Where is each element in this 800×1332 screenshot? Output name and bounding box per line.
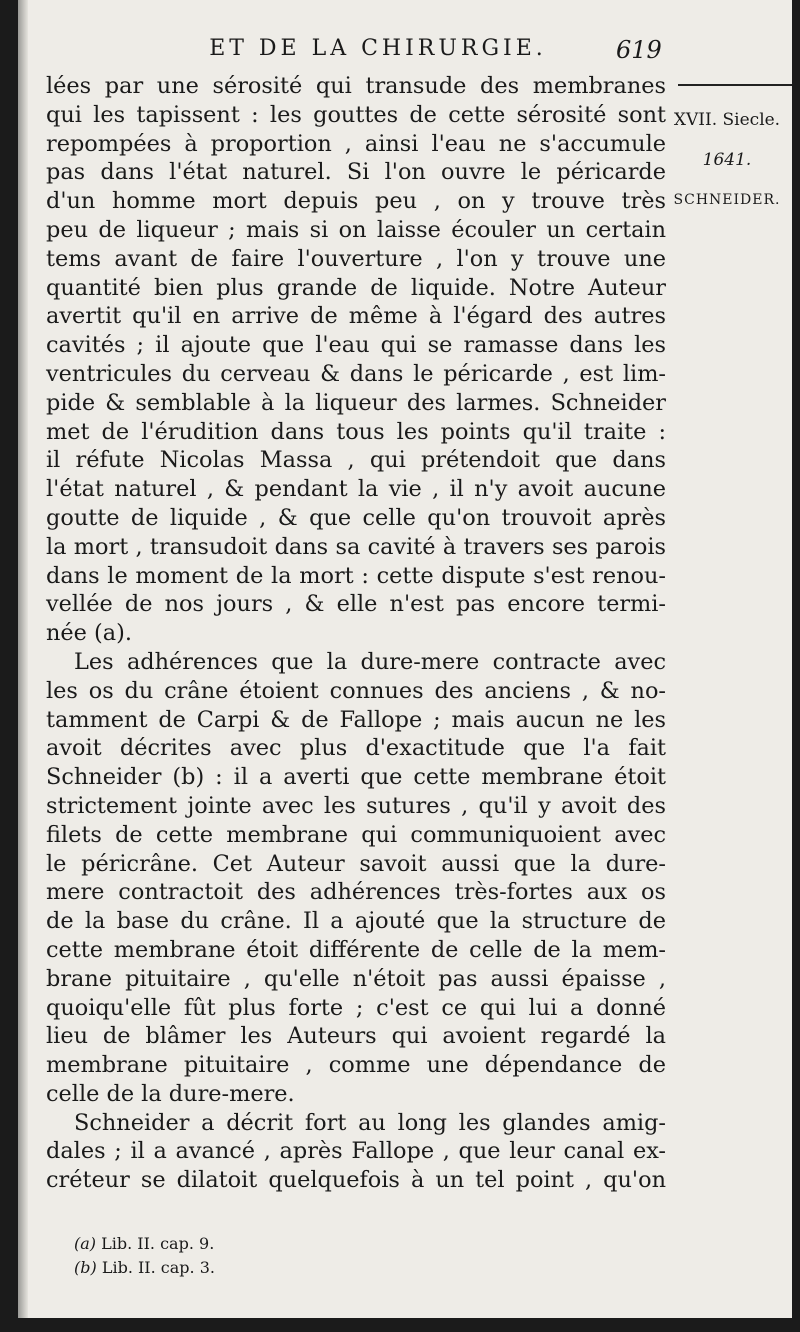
marginal-century: XVII. Siecle. [673,110,781,130]
text-line: née (a). [46,620,132,647]
footnote-b [74,1256,474,1280]
footnote-mark: (b) [74,1258,97,1277]
footnote-text: Lib. II. cap. 3. [101,1258,215,1277]
paragraph-2 [46,648,666,1109]
body-text [46,72,666,1195]
text-line: dales ; il a avancé , après Fallope , que leur canal ex- [46,1138,666,1165]
text-line: il réfute Nicolas Massa , qui prétendoit que dans [46,447,666,474]
text-line: tems avant de faire l'ouverture , l'on y trouve une [46,245,666,272]
text-line: la mort , transudoit dans sa cavité à travers ses parois [46,533,666,560]
text-line: quantité bien plus grande de liquide. Notre Auteur [46,274,666,301]
text-line: repompées à proportion , ainsi l'eau ne s'accumule [46,130,666,157]
text-line: Schneider a décrit fort au long les glandes amig- [74,1109,666,1136]
text-line: mere contractoit des adhérences très-fortes aux os [46,879,666,906]
text-line: pas dans l'état naturel. Si l'on ouvre le péricarde [46,159,666,186]
text-line: de la base du crâne. Il a ajouté que la structure de [46,908,666,935]
margin-rule [678,84,792,86]
text-line: d'un homme mort depuis peu , on y trouve très [46,188,666,215]
text-line: ventricules du cerveau & dans le péricarde , est lim- [46,360,666,387]
text-line: celle de la dure-mere. [46,1080,295,1107]
text-line: quoiqu'elle fût plus forte ; c'est ce qui lui a donné [46,994,666,1021]
text-line: pide & semblable à la liqueur des larmes. Schneider [46,389,666,416]
text-line: lées par une sérosité qui transude des membranes [46,73,666,99]
marginal-name: SCHNEIDER. [673,192,781,208]
text-line: brane pituitaire , qu'elle n'étoit pas aussi épaisse , [46,965,666,992]
footnotes [74,1232,474,1280]
running-title: ET DE LA CHIRURGIE. [209,36,547,61]
text-line: peu de liqueur ; mais si on laisse écouler un certain [46,216,666,243]
text-line: qui les tapissent : les gouttes de cette sérosité sont [46,101,666,128]
text-line: l'état naturel , & pendant la vie , il n'y avoit aucune [46,476,666,503]
text-line: membrane pituitaire , comme une dépendance de [46,1052,666,1079]
text-line: les os du crâne étoient connues des anciens , & no- [46,677,666,704]
text-line: dans le moment de la mort : cette dispute s'est renou- [46,562,666,589]
text-line: le péricrâne. Cet Auteur savoit aussi que la dure- [46,850,666,877]
footnote-mark: (a) [74,1234,97,1253]
paragraph-3 [46,1109,666,1195]
footnote-text: Lib. II. cap. 9. [101,1234,215,1253]
text-line: cette membrane étoit différente de celle de la mem- [46,936,666,963]
text-line: met de l'érudition dans tous les points qu'il traite : [46,418,666,445]
text-line: strictement jointe avec les sutures , qu'il y avoit des [46,792,666,819]
text-line: cavités ; il ajoute que l'eau qui se ramasse dans les [46,332,666,359]
text-line: Les adhérences que la dure-mere contracte avec [74,648,666,675]
footnote-a [74,1232,474,1256]
page-edge-shadow [18,0,28,1318]
text-line: lieu de blâmer les Auteurs qui avoient regardé la [46,1023,666,1050]
text-line: avertit qu'il en arrive de même à l'égard des autres [46,303,666,330]
text-line: créteur se dilatoit quelquefois à un tel point , qu'on [46,1167,666,1194]
text-line: avoit décrites avec plus d'exactitude que l'a fait [46,735,666,762]
paragraph-1 [46,72,666,648]
text-line: Schneider (b) : il a averti que cette membrane étoit [46,764,666,791]
text-line: tamment de Carpi & de Fallope ; mais aucun ne les [46,706,666,733]
book-page [18,0,792,1318]
marginalia [662,100,792,220]
text-line: vellée de nos jours , & elle n'est pas encore termi- [46,591,666,618]
text-line: goutte de liquide , & que celle qu'on trouvoit après [46,504,666,531]
marginal-year: 1641. [702,150,752,170]
page-number: 619 [616,36,662,64]
text-line: filets de cette membrane qui communiquoient avec [46,821,666,848]
